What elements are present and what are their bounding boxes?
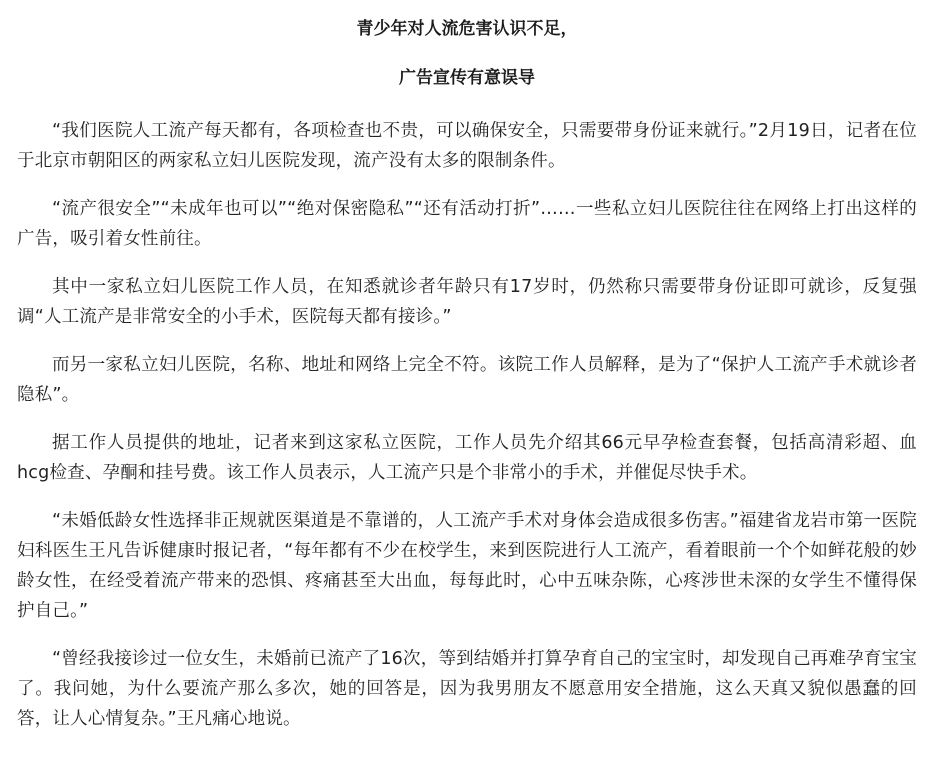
paragraph-6: “未婚低龄女性选择非正规就医渠道是不靠谱的，人工流产手术对身体会造成很多伤害。”福建省龙岩市第一医院妇科医生王凡告诉健康时报记者，“每年都有不少在校学生，来到医院进行人工流产，看着眼前一个个如鲜花般的妙龄女性，在经受着流产带来的恐惧、疼痛甚至大出血，每每此时，心中五味杂陈，心疼涉世未深的女学生不懂得保护自己。” — [17, 511, 917, 621]
headline-line-2: 广告宣传有意误导 — [399, 68, 535, 88]
paragraph-3: 其中一家私立妇儿医院工作人员，在知悉就诊者年龄只有17岁时，仍然称只需要带身份证即可就诊，反复强调“人工流产是非常安全的小手术，医院每天都有接诊。” — [17, 277, 917, 327]
paragraph-2: “流产很安全”“未成年也可以”“绝对保密隐私”“还有活动打折”……一些私立妇儿医院往往在网络上打出这样的广告，吸引着女性前往。 — [17, 199, 917, 249]
headline-line-1: 青少年对人流危害认识不足， — [356, 19, 578, 39]
paragraph-5: 据工作人员提供的地址，记者来到这家私立医院，工作人员先介绍其66元早孕检查套餐，包括高清彩超、血hcg检查、孕酮和挂号费。该工作人员表示，人工流产只是个非常小的手术，并催促尽快手术。 — [17, 433, 917, 483]
paragraph-7: “曾经我接诊过一位女生，未婚前已流产了16次，等到结婚并打算孕育自己的宝宝时，却发现自己再难孕育宝宝了。我问她，为什么要流产那么多次，她的回答是，因为我男朋友不愿意用安全措施，这么天真又貌似愚蠢的回答，让人心情复杂。”王凡痛心地说。 — [17, 649, 917, 729]
paragraph-1: “我们医院人工流产每天都有，各项检查也不贵，可以确保安全，只需要带身份证来就行。”2月19日，记者在位于北京市朝阳区的两家私立妇儿医院发现，流产没有太多的限制条件。 — [17, 121, 917, 171]
paragraph-4: 而另一家私立妇儿医院，名称、地址和网络上完全不符。该院工作人员解释，是为了“保护人工流产手术就诊者隐私”。 — [17, 355, 917, 405]
article-body — [17, 14, 917, 734]
